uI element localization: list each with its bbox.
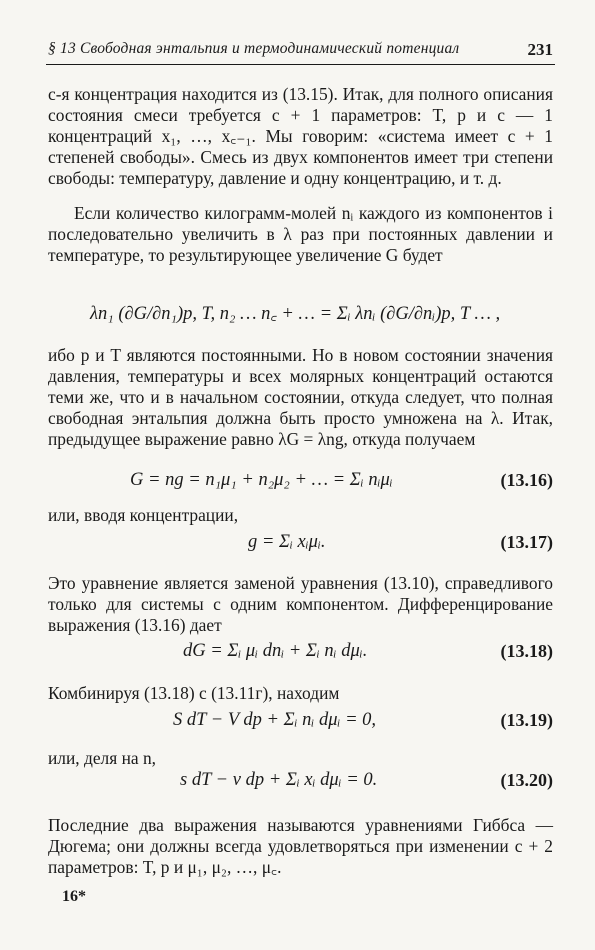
equation-13-16-number: (13.16) [500,470,553,490]
equation-13-18-formula: dG = Σᵢ μᵢ dnᵢ + Σᵢ nᵢ dμᵢ. [183,641,368,661]
equation-13-20 [48,770,553,800]
paragraph-1: с-я концентрация находится из (13.15). Итак, для полного описания состояния смеси требуется c + 1 параметров: T, p и c — 1 концентраций x₁, …, x꜀₋₁. Мы говорим: «система имеет c + 1 степеней свободы». Смесь из двух компонентов имеет три степени свободы: температуру, давление и одну концентрацию, и т. д. [48,84,553,188]
printer-signature: 16* [62,888,86,905]
paragraph-8: Последние два выражения называются уравнениями Гиббса — Дюгема; они должны всегда удовлетворяться при изменении c + 2 параметров: T, p и μ₁, μ₂, …, μ꜀. [48,815,553,877]
equation-13-17-formula: g = Σᵢ xᵢμᵢ. [248,532,326,552]
paragraph-4: или, вводя концентрации, [48,505,239,525]
paragraph-5: Это уравнение является заменой уравнения (13.10), справедливого только для системы с одним компонентом. Дифференцирование выражения (13.16) дает [48,573,553,635]
equation-13-19-formula: S dT − V dp + Σᵢ nᵢ dμᵢ = 0, [173,710,377,730]
equation-13-16-formula: G = ng = n₁μ₁ + n₂μ₂ + … = Σᵢ nᵢμᵢ [130,470,393,490]
paragraph-7: или, деля на n, [48,748,156,768]
equation-13-20-formula: s dT − v dp + Σᵢ xᵢ dμᵢ = 0. [180,770,378,790]
equation-13-18 [48,641,553,671]
equation-13-20-number: (13.20) [500,770,553,790]
equation-13-19 [48,710,553,740]
equation-13-16 [48,470,553,500]
header-rule [46,64,555,65]
equation-13-17 [48,532,553,562]
running-header-title: § 13 Свободная энтальпия и термодинамический потенциал [48,40,460,57]
equation-13-19-number: (13.19) [500,710,553,730]
paragraph-2: Если количество килограмм-молей nᵢ каждого из компонентов i последовательно увеличить в λ раз при постоянных давлении и температуре, то результирующее увеличение G будет [48,203,553,265]
page-number: 231 [527,40,553,59]
equation-lambda-text: λn₁ (∂G/∂n₁)p, T, n₂ … n꜀ + … = Σᵢ λnᵢ (∂G/∂nᵢ)p, T … , [90,304,501,324]
running-header [48,40,553,64]
equation-13-17-number: (13.17) [500,532,553,552]
paragraph-6: Комбинируя (13.18) с (13.11г), находим [48,683,340,703]
paragraph-3: ибо p и T являются постоянными. Но в новом состоянии значения давления, температуры и всех молярных концентраций остаются теми же, что и в начальном состоянии, откуда следует, что полная свободная энтальпия должна быть просто умножена на λ. Итак, предыдущее выражение равно λG = λng, откуда получаем [48,345,553,449]
equation-lambda [48,294,553,338]
equation-13-18-number: (13.18) [500,641,553,661]
